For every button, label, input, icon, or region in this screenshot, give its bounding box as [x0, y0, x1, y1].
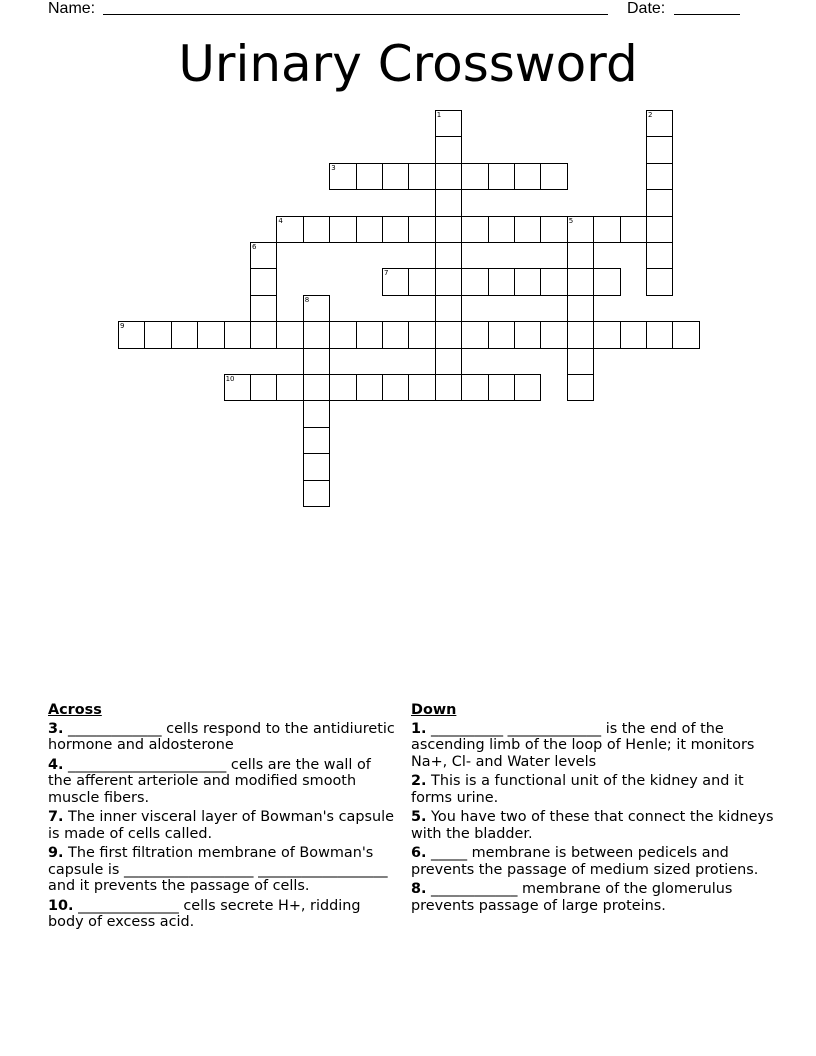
clue-text: The inner visceral layer of Bowman's capsule is made of cells called. — [48, 809, 394, 842]
down-clues — [411, 702, 781, 917]
grid-cell[interactable] — [646, 189, 673, 216]
down-clue — [411, 845, 781, 878]
grid-cell[interactable] — [461, 216, 488, 243]
grid-cell[interactable] — [303, 348, 330, 375]
clue-number: 3 — [331, 163, 336, 172]
across-heading: Across — [48, 702, 102, 718]
grid-cell[interactable] — [303, 400, 330, 427]
grid-cell[interactable] — [408, 374, 435, 401]
grid-cell[interactable] — [329, 321, 356, 348]
grid-cell[interactable] — [567, 242, 594, 269]
clue-text: ____________ membrane of the glomerulus prevents passage of large proteins. — [411, 881, 733, 914]
grid-cell[interactable] — [144, 321, 171, 348]
clue-number-label: 3. — [48, 720, 64, 737]
grid-cell[interactable] — [672, 321, 699, 348]
grid-cell[interactable] — [567, 295, 594, 322]
grid-cell[interactable] — [514, 374, 541, 401]
grid-cell[interactable] — [435, 321, 462, 348]
grid-cell[interactable] — [356, 216, 383, 243]
across-clues — [48, 702, 398, 934]
grid-cell[interactable] — [567, 374, 594, 401]
grid-cell[interactable] — [461, 374, 488, 401]
clue-text: ______________ cells secrete H+, ridding body of excess acid. — [48, 897, 361, 930]
grid-cell[interactable] — [435, 268, 462, 295]
grid-cell[interactable] — [488, 321, 515, 348]
across-clue — [48, 898, 398, 931]
clue-number: 4 — [278, 216, 283, 225]
clue-number: 9 — [120, 322, 125, 331]
grid-cell[interactable] — [276, 374, 303, 401]
down-clue — [411, 809, 781, 842]
grid-cell[interactable] — [303, 374, 330, 401]
grid-cell[interactable] — [303, 427, 330, 454]
clue-number-label: 10. — [48, 897, 74, 914]
grid-cell[interactable] — [435, 136, 462, 163]
grid-cell[interactable] — [435, 216, 462, 243]
grid-cell[interactable] — [646, 136, 673, 163]
clue-text: _____________ cells respond to the antidiuretic hormone and aldosterone — [48, 720, 395, 753]
grid-cell[interactable] — [435, 242, 462, 269]
grid-cell[interactable] — [276, 321, 303, 348]
grid-cell[interactable] — [303, 453, 330, 480]
grid-cell[interactable] — [593, 216, 620, 243]
clue-number-label: 1. — [411, 720, 427, 737]
clue-number: 6 — [252, 243, 257, 251]
clue-text: __________ _____________ is the end of the ascending limb of the loop of Henle; it monitors Na+, Cl- and Water levels — [411, 720, 755, 770]
clue-number-label: 7. — [48, 809, 64, 825]
clue-number: 10 — [225, 375, 235, 383]
grid-cell[interactable] — [382, 216, 409, 243]
clue-number-label: 8. — [411, 881, 427, 897]
grid-cell[interactable] — [567, 268, 594, 295]
across-clue — [48, 721, 398, 754]
grid-cell[interactable] — [435, 189, 462, 216]
grid-cell[interactable] — [514, 216, 541, 243]
grid-cell[interactable] — [356, 321, 383, 348]
grid-cell[interactable] — [461, 268, 488, 295]
grid-cell[interactable] — [435, 374, 462, 401]
clue-number: 7 — [384, 269, 389, 278]
grid-cell[interactable] — [197, 321, 224, 348]
across-clue — [48, 845, 398, 895]
grid-cell[interactable] — [488, 216, 515, 243]
grid-cell[interactable] — [488, 374, 515, 401]
across-clue — [48, 757, 398, 807]
clue-text: The first filtration membrane of Bowman's capsule is __________________ __________________ and it prevents the passage of cells. — [48, 845, 388, 894]
grid-cell[interactable] — [250, 321, 277, 348]
grid-cell[interactable] — [620, 216, 647, 243]
clue-number-label: 4. — [48, 756, 64, 773]
clue-number: 5 — [568, 216, 574, 225]
grid-cell[interactable] — [461, 321, 488, 348]
clue-number: 8 — [304, 295, 310, 304]
grid-cell[interactable] — [540, 321, 567, 348]
grid-cell[interactable] — [514, 163, 541, 190]
clue-number-label: 9. — [48, 845, 64, 861]
down-clue — [411, 881, 781, 914]
grid-cell[interactable] — [329, 216, 356, 243]
down-list — [411, 721, 781, 915]
grid-cell[interactable] — [408, 268, 435, 295]
grid-cell[interactable] — [250, 268, 277, 295]
name-label: Name: — [48, 0, 96, 17]
grid-cell[interactable] — [461, 163, 488, 190]
grid-cell[interactable] — [435, 163, 462, 190]
grid-cell[interactable] — [540, 163, 567, 190]
grid-cell[interactable] — [620, 321, 647, 348]
clue-number-label: 5. — [411, 809, 427, 825]
grid-cell[interactable] — [171, 321, 198, 348]
clue-text: ______________________ cells are the wall of the afferent arteriole and modified smooth muscle fibers. — [48, 756, 371, 806]
grid-cell[interactable] — [593, 321, 620, 348]
grid-cell[interactable] — [250, 295, 277, 322]
grid-cell[interactable] — [514, 268, 541, 295]
clue-text: This is a functional unit of the kidney and it forms urine. — [411, 773, 744, 806]
grid-cell[interactable] — [356, 163, 383, 190]
clue-text: You have two of these that connect the kidneys with the bladder. — [411, 809, 774, 842]
grid-cell[interactable] — [567, 321, 594, 348]
down-heading: Down — [411, 702, 457, 718]
clue-text: _____ membrane is between pedicels and prevents the passage of medium sized protiens. — [411, 845, 759, 878]
grid-cell[interactable] — [408, 163, 435, 190]
grid-cell[interactable] — [646, 216, 673, 243]
grid-cell[interactable] — [382, 321, 409, 348]
page-title: Urinary Crossword — [178, 35, 638, 93]
grid-cell[interactable] — [567, 348, 594, 375]
grid-cell[interactable] — [329, 374, 356, 401]
grid-cell[interactable] — [435, 295, 462, 322]
grid-cell[interactable] — [488, 163, 515, 190]
grid-cell[interactable] — [435, 348, 462, 375]
grid-cell[interactable] — [540, 216, 567, 243]
grid-cell[interactable] — [593, 268, 620, 295]
across-clue — [48, 809, 398, 842]
grid-cell[interactable] — [646, 163, 673, 190]
grid-cell[interactable] — [514, 321, 541, 348]
grid-cell[interactable] — [408, 216, 435, 243]
grid-cell[interactable] — [540, 268, 567, 295]
date-label: Date: — [627, 0, 666, 17]
grid-cell[interactable] — [382, 374, 409, 401]
grid-cell[interactable] — [646, 321, 673, 348]
clue-number: 1 — [436, 111, 442, 119]
grid-cell[interactable] — [646, 268, 673, 295]
grid-cell[interactable] — [356, 374, 383, 401]
down-clue — [411, 721, 781, 771]
grid-cell[interactable] — [408, 321, 435, 348]
grid-cell[interactable] — [303, 216, 330, 243]
grid-cell[interactable] — [646, 242, 673, 269]
grid-cell[interactable] — [488, 268, 515, 295]
grid-cell[interactable] — [303, 480, 330, 507]
grid-cell[interactable] — [303, 321, 330, 348]
down-clue — [411, 773, 781, 806]
clue-number-label: 6. — [411, 845, 427, 861]
grid-cell[interactable] — [224, 321, 251, 348]
clue-number-label: 2. — [411, 773, 427, 789]
grid-cell[interactable] — [382, 163, 409, 190]
grid-cell[interactable] — [250, 374, 277, 401]
across-list — [48, 721, 398, 931]
clue-number: 2 — [648, 111, 653, 119]
